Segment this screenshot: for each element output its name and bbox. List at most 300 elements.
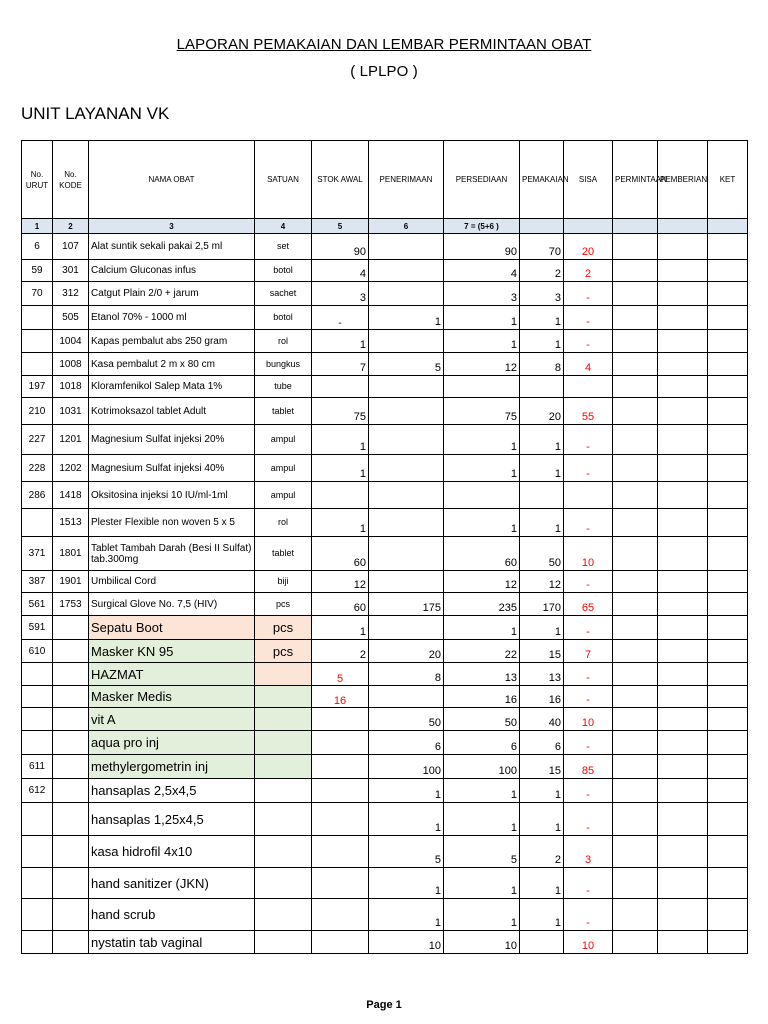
cell-penerimaan: 100 (369, 755, 444, 779)
cell-no-kode (53, 868, 89, 899)
cell-sisa: - (564, 509, 613, 537)
index-cell: 5 (312, 219, 369, 234)
cell-pemakaian: 1 (520, 779, 564, 803)
table-row (22, 779, 748, 803)
cell-ket (708, 686, 748, 708)
cell-sisa: 85 (564, 755, 613, 779)
cell-satuan (255, 663, 312, 686)
cell-stok-awal (312, 931, 369, 954)
cell-satuan: ampul (255, 425, 312, 455)
cell-pemberian (658, 779, 708, 803)
cell-stok-awal: 1 (312, 425, 369, 455)
cell-persediaan: 1 (444, 330, 520, 353)
cell-permintaan (613, 686, 658, 708)
cell-penerimaan: 1 (369, 899, 444, 931)
cell-penerimaan: 5 (369, 353, 444, 376)
cell-pemberian (658, 398, 708, 425)
unit-heading: UNIT LAYANAN VK (21, 104, 170, 123)
cell-satuan: sachet (255, 282, 312, 306)
cell-penerimaan: 1 (369, 306, 444, 330)
cell-nama-obat: hansaplas 1,25x4,5 (89, 803, 255, 836)
cell-no-urut (22, 899, 53, 931)
cell-ket (708, 482, 748, 509)
cell-permintaan (613, 663, 658, 686)
cell-pemberian (658, 282, 708, 306)
cell-penerimaan (369, 537, 444, 571)
cell-no-urut: 286 (22, 482, 53, 509)
cell-stok-awal: 2 (312, 640, 369, 663)
cell-pemberian (658, 537, 708, 571)
cell-ket (708, 868, 748, 899)
cell-no-kode: 1018 (53, 376, 89, 398)
cell-satuan: ampul (255, 455, 312, 482)
cell-ket (708, 455, 748, 482)
header-pemakaian: PEMAKAIAN (520, 141, 564, 219)
cell-sisa (564, 376, 613, 398)
cell-no-kode: 1513 (53, 509, 89, 537)
cell-persediaan: 4 (444, 260, 520, 282)
cell-ket (708, 836, 748, 868)
cell-pemakaian: 2 (520, 836, 564, 868)
cell-nama-obat: hand sanitizer (JKN) (89, 868, 255, 899)
cell-permintaan (613, 509, 658, 537)
index-cell (564, 219, 613, 234)
cell-persediaan: 1 (444, 616, 520, 640)
cell-persediaan: 12 (444, 571, 520, 593)
cell-stok-awal (312, 899, 369, 931)
cell-sisa (564, 482, 613, 509)
cell-permintaan (613, 779, 658, 803)
cell-pemberian (658, 260, 708, 282)
cell-stok-awal: 5 (312, 663, 369, 686)
cell-sisa: - (564, 330, 613, 353)
cell-no-urut: 210 (22, 398, 53, 425)
cell-penerimaan (369, 376, 444, 398)
cell-no-kode (53, 686, 89, 708)
cell-satuan (255, 836, 312, 868)
cell-permintaan (613, 282, 658, 306)
cell-no-kode: 505 (53, 306, 89, 330)
cell-pemberian (658, 306, 708, 330)
cell-sisa: 10 (564, 708, 613, 731)
header-pemberian: PEMBERIAN (658, 141, 708, 219)
cell-penerimaan (369, 616, 444, 640)
cell-pemakaian: 6 (520, 731, 564, 755)
cell-stok-awal (312, 755, 369, 779)
report-subtitle: ( LPLPO ) (350, 63, 418, 80)
table-row (22, 708, 748, 731)
cell-sisa: 3 (564, 836, 613, 868)
table-row (22, 282, 748, 306)
cell-permintaan (613, 708, 658, 731)
cell-persediaan: 235 (444, 593, 520, 616)
table-row (22, 306, 748, 330)
header-no-kode: No. KODE (53, 141, 89, 219)
cell-ket (708, 398, 748, 425)
cell-sisa: - (564, 306, 613, 330)
table-row (22, 593, 748, 616)
cell-permintaan (613, 330, 658, 353)
cell-nama-obat: Magnesium Sulfat injeksi 40% (89, 455, 255, 482)
cell-penerimaan (369, 509, 444, 537)
cell-stok-awal: 90 (312, 234, 369, 260)
cell-pemberian (658, 376, 708, 398)
cell-permintaan (613, 836, 658, 868)
cell-penerimaan: 50 (369, 708, 444, 731)
cell-permintaan (613, 353, 658, 376)
cell-persediaan: 1 (444, 803, 520, 836)
table-row (22, 330, 748, 353)
cell-pemberian (658, 616, 708, 640)
cell-pemberian (658, 640, 708, 663)
cell-pemberian (658, 731, 708, 755)
cell-ket (708, 306, 748, 330)
cell-stok-awal: 1 (312, 509, 369, 537)
cell-penerimaan (369, 234, 444, 260)
cell-satuan: bungkus (255, 353, 312, 376)
table-row (22, 899, 748, 931)
cell-stok-awal (312, 376, 369, 398)
cell-permintaan (613, 868, 658, 899)
cell-pemberian (658, 425, 708, 455)
cell-persediaan: 1 (444, 425, 520, 455)
cell-no-kode (53, 755, 89, 779)
cell-pemakaian: 8 (520, 353, 564, 376)
cell-ket (708, 640, 748, 663)
cell-no-urut: 197 (22, 376, 53, 398)
cell-stok-awal (312, 731, 369, 755)
index-cell: 1 (22, 219, 53, 234)
cell-no-urut (22, 836, 53, 868)
cell-pemakaian: 1 (520, 455, 564, 482)
cell-persediaan: 1 (444, 455, 520, 482)
cell-satuan (255, 686, 312, 708)
cell-ket (708, 779, 748, 803)
table-index-row (22, 219, 748, 234)
cell-permintaan (613, 616, 658, 640)
header-penerimaan: PENERIMAAN (369, 141, 444, 219)
cell-satuan (255, 708, 312, 731)
cell-pemberian (658, 663, 708, 686)
cell-persediaan: 22 (444, 640, 520, 663)
cell-stok-awal: 3 (312, 282, 369, 306)
cell-stok-awal (312, 708, 369, 731)
cell-sisa: 20 (564, 234, 613, 260)
cell-persediaan: 10 (444, 931, 520, 954)
cell-pemakaian: 1 (520, 616, 564, 640)
cell-persediaan: 1 (444, 509, 520, 537)
cell-pemakaian: 1 (520, 306, 564, 330)
cell-no-kode: 1418 (53, 482, 89, 509)
cell-penerimaan (369, 330, 444, 353)
cell-no-urut (22, 686, 53, 708)
cell-nama-obat: kasa hidrofil 4x10 (89, 836, 255, 868)
cell-nama-obat: Magnesium Sulfat injeksi 20% (89, 425, 255, 455)
table-row (22, 868, 748, 899)
cell-sisa: - (564, 455, 613, 482)
cell-satuan: pcs (255, 593, 312, 616)
cell-persediaan: 50 (444, 708, 520, 731)
cell-penerimaan (369, 398, 444, 425)
cell-pemakaian: 1 (520, 330, 564, 353)
header-stok-awal: STOK AWAL (312, 141, 369, 219)
cell-no-kode: 107 (53, 234, 89, 260)
cell-persediaan: 90 (444, 234, 520, 260)
cell-satuan (255, 931, 312, 954)
cell-satuan (255, 779, 312, 803)
cell-stok-awal: 60 (312, 593, 369, 616)
cell-persediaan: 1 (444, 868, 520, 899)
cell-pemberian (658, 755, 708, 779)
cell-ket (708, 234, 748, 260)
cell-stok-awal: 1 (312, 455, 369, 482)
cell-pemberian (658, 234, 708, 260)
index-cell (658, 219, 708, 234)
cell-penerimaan: 1 (369, 803, 444, 836)
header-ket: KET (708, 141, 748, 219)
cell-nama-obat: Sepatu Boot (89, 616, 255, 640)
cell-nama-obat: Kapas pembalut abs 250 gram (89, 330, 255, 353)
cell-pemberian (658, 353, 708, 376)
index-cell: 2 (53, 219, 89, 234)
cell-stok-awal: 60 (312, 537, 369, 571)
cell-penerimaan: 175 (369, 593, 444, 616)
cell-persediaan: 3 (444, 282, 520, 306)
cell-permintaan (613, 260, 658, 282)
table-row (22, 731, 748, 755)
cell-pemberian (658, 686, 708, 708)
table-row (22, 616, 748, 640)
cell-ket (708, 282, 748, 306)
cell-sisa: - (564, 571, 613, 593)
cell-stok-awal: 7 (312, 353, 369, 376)
table-row (22, 509, 748, 537)
index-cell: 3 (89, 219, 255, 234)
cell-no-kode (53, 731, 89, 755)
cell-persediaan: 16 (444, 686, 520, 708)
cell-ket (708, 353, 748, 376)
cell-permintaan (613, 899, 658, 931)
cell-nama-obat: Kasa pembalut 2 m x 80 cm (89, 353, 255, 376)
table-row (22, 663, 748, 686)
cell-no-urut (22, 509, 53, 537)
cell-satuan: rol (255, 330, 312, 353)
cell-ket (708, 755, 748, 779)
cell-ket (708, 330, 748, 353)
cell-nama-obat: HAZMAT (89, 663, 255, 686)
cell-no-urut: 387 (22, 571, 53, 593)
cell-sisa: - (564, 616, 613, 640)
cell-ket (708, 571, 748, 593)
cell-nama-obat: Surgical Glove No. 7,5 (HIV) (89, 593, 255, 616)
cell-stok-awal: 4 (312, 260, 369, 282)
cell-persediaan: 6 (444, 731, 520, 755)
cell-penerimaan (369, 282, 444, 306)
cell-no-kode (53, 803, 89, 836)
cell-nama-obat: vit A (89, 708, 255, 731)
cell-penerimaan: 1 (369, 868, 444, 899)
cell-ket (708, 537, 748, 571)
cell-pemberian (658, 571, 708, 593)
cell-satuan: ampul (255, 482, 312, 509)
cell-no-kode: 1201 (53, 425, 89, 455)
cell-no-kode (53, 779, 89, 803)
cell-satuan: pcs (255, 640, 312, 663)
cell-permintaan (613, 376, 658, 398)
report-title: LAPORAN PEMAKAIAN DAN LEMBAR PERMINTAAN OBAT (176, 36, 592, 53)
cell-sisa: 4 (564, 353, 613, 376)
cell-sisa: 10 (564, 537, 613, 571)
cell-satuan: botol (255, 260, 312, 282)
cell-penerimaan: 10 (369, 931, 444, 954)
cell-pemakaian: 1 (520, 425, 564, 455)
cell-no-urut (22, 353, 53, 376)
cell-satuan: pcs (255, 616, 312, 640)
cell-nama-obat: Catgut Plain 2/0 + jarum (89, 282, 255, 306)
table-header-row (22, 141, 748, 219)
cell-ket (708, 509, 748, 537)
cell-stok-awal (312, 836, 369, 868)
table-row (22, 425, 748, 455)
table-row (22, 376, 748, 398)
table-body (22, 234, 748, 954)
cell-no-urut: 227 (22, 425, 53, 455)
cell-sisa: - (564, 731, 613, 755)
cell-persediaan (444, 376, 520, 398)
cell-ket (708, 376, 748, 398)
cell-sisa: - (564, 425, 613, 455)
cell-stok-awal: 16 (312, 686, 369, 708)
cell-pemakaian: 16 (520, 686, 564, 708)
cell-persediaan: 100 (444, 755, 520, 779)
cell-stok-awal (312, 868, 369, 899)
cell-pemberian (658, 509, 708, 537)
cell-pemakaian: 15 (520, 640, 564, 663)
cell-no-urut (22, 731, 53, 755)
cell-no-urut: 612 (22, 779, 53, 803)
cell-pemakaian: 12 (520, 571, 564, 593)
cell-sisa: - (564, 779, 613, 803)
cell-no-urut (22, 708, 53, 731)
cell-permintaan (613, 571, 658, 593)
cell-penerimaan (369, 686, 444, 708)
cell-pemberian (658, 836, 708, 868)
cell-penerimaan: 1 (369, 779, 444, 803)
cell-pemakaian: 15 (520, 755, 564, 779)
cell-nama-obat: Etanol 70% - 1000 ml (89, 306, 255, 330)
cell-stok-awal: 75 (312, 398, 369, 425)
cell-ket (708, 663, 748, 686)
cell-ket (708, 899, 748, 931)
cell-ket (708, 260, 748, 282)
header-no-urut: No. URUT (22, 141, 53, 219)
cell-pemberian (658, 868, 708, 899)
table-row (22, 398, 748, 425)
cell-no-kode (53, 640, 89, 663)
cell-persediaan: 60 (444, 537, 520, 571)
cell-permintaan (613, 755, 658, 779)
index-cell: 4 (255, 219, 312, 234)
cell-no-urut (22, 931, 53, 954)
table-row (22, 803, 748, 836)
cell-permintaan (613, 306, 658, 330)
cell-permintaan (613, 803, 658, 836)
cell-no-kode: 1801 (53, 537, 89, 571)
drug-table (21, 140, 748, 954)
table-row (22, 482, 748, 509)
cell-satuan: biji (255, 571, 312, 593)
header-sisa: SISA (564, 141, 613, 219)
table-row (22, 640, 748, 663)
cell-nama-obat: Plester Flexible non woven 5 x 5 (89, 509, 255, 537)
cell-permintaan (613, 455, 658, 482)
index-cell (708, 219, 748, 234)
table-row (22, 931, 748, 954)
cell-satuan (255, 803, 312, 836)
cell-pemakaian: 13 (520, 663, 564, 686)
cell-stok-awal: 12 (312, 571, 369, 593)
header-nama-obat: NAMA OBAT (89, 141, 255, 219)
cell-sisa: - (564, 868, 613, 899)
cell-nama-obat: Calcium Gluconas infus (89, 260, 255, 282)
cell-permintaan (613, 537, 658, 571)
cell-satuan: tablet (255, 398, 312, 425)
cell-no-urut (22, 306, 53, 330)
cell-no-kode: 1004 (53, 330, 89, 353)
cell-nama-obat: Oksitosina injeksi 10 IU/ml-1ml (89, 482, 255, 509)
cell-sisa: 55 (564, 398, 613, 425)
cell-permintaan (613, 398, 658, 425)
header-persediaan: PERSEDIAAN (444, 141, 520, 219)
cell-penerimaan (369, 425, 444, 455)
cell-no-urut: 591 (22, 616, 53, 640)
cell-sisa: - (564, 899, 613, 931)
cell-no-urut: 59 (22, 260, 53, 282)
table-row (22, 686, 748, 708)
cell-sisa: - (564, 663, 613, 686)
cell-satuan: botol (255, 306, 312, 330)
cell-persediaan: 1 (444, 899, 520, 931)
table-row (22, 537, 748, 571)
cell-no-urut (22, 868, 53, 899)
cell-pemakaian: 2 (520, 260, 564, 282)
cell-pemakaian: 3 (520, 282, 564, 306)
cell-pemberian (658, 455, 708, 482)
cell-satuan: tube (255, 376, 312, 398)
cell-pemakaian: 1 (520, 899, 564, 931)
cell-pemberian (658, 899, 708, 931)
cell-stok-awal: 1 (312, 616, 369, 640)
cell-nama-obat: Masker KN 95 (89, 640, 255, 663)
page-number: Page 1 (366, 999, 402, 1011)
cell-ket (708, 731, 748, 755)
cell-no-kode: 312 (53, 282, 89, 306)
cell-stok-awal (312, 482, 369, 509)
cell-nama-obat: hand scrub (89, 899, 255, 931)
index-cell (520, 219, 564, 234)
cell-penerimaan: 6 (369, 731, 444, 755)
cell-permintaan (613, 931, 658, 954)
cell-pemakaian: 1 (520, 868, 564, 899)
table-row (22, 260, 748, 282)
cell-pemberian (658, 482, 708, 509)
cell-pemberian (658, 803, 708, 836)
cell-satuan (255, 899, 312, 931)
cell-no-kode: 1753 (53, 593, 89, 616)
cell-pemakaian: 50 (520, 537, 564, 571)
cell-persediaan: 1 (444, 779, 520, 803)
cell-penerimaan (369, 482, 444, 509)
